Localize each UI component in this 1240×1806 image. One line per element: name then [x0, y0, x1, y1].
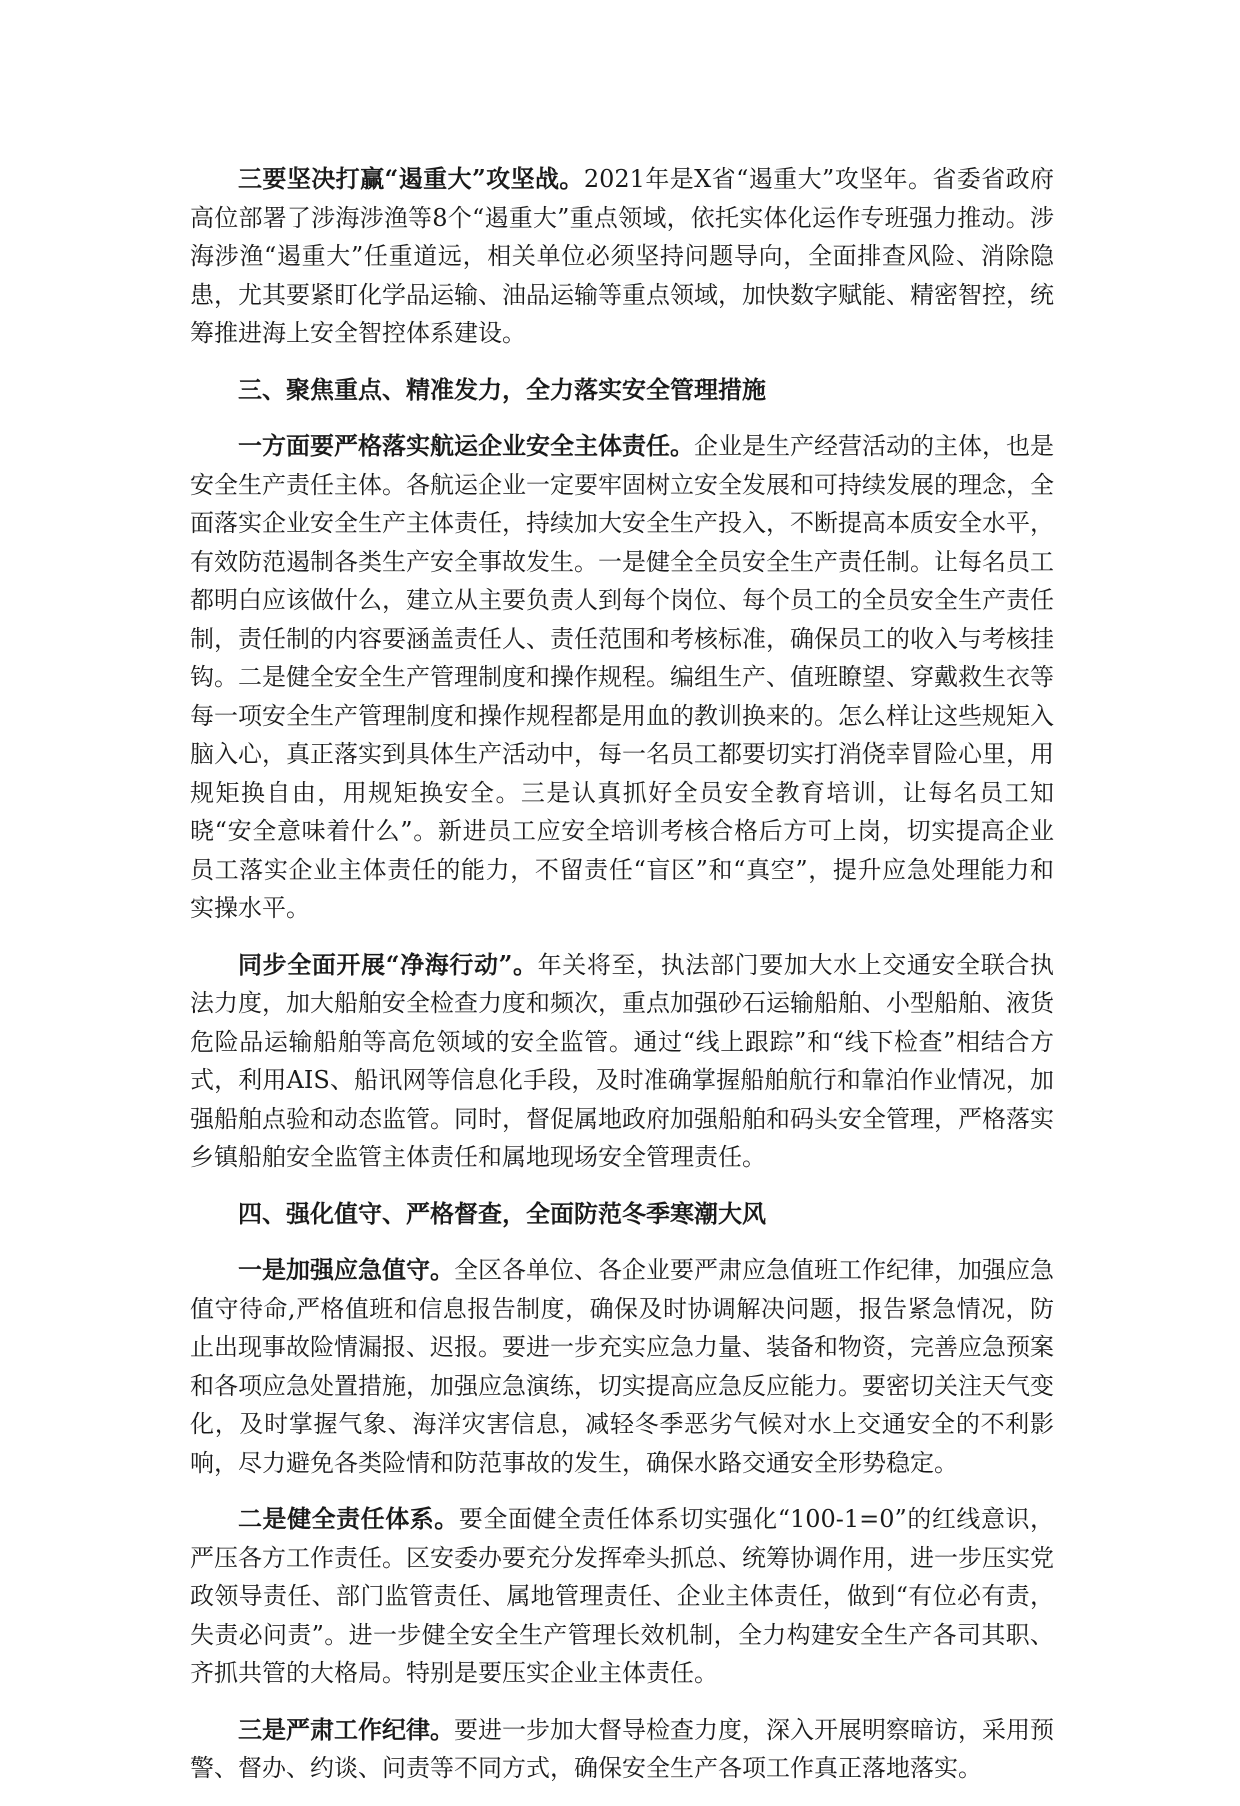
paragraph-2-lead: 一方面要严格落实航运企业安全主体责任。	[238, 431, 694, 460]
paragraph-4-text: 全区各单位、各企业要严肃应急值班工作纪律，加强应急值守待命,严格值班和信息报告制度，确保及时协调解决问题，报告紧急情况，防止出现事故险情漏报、迟报。要进一步充实应急力量、装备和物资，完善应急预案和各项应急处置措施，加强应急演练，切实提高应急反应能力。要密切关注天气变化，及时掌握气象、海洋灾害信息，减轻冬季恶劣气候对水上交通安全的不利影响，尽力避免各类险情和防范事故的发生，确保水路交通安全形势稳定。	[190, 1256, 1054, 1477]
paragraph-4	[190, 1251, 1054, 1482]
document-page	[190, 160, 1054, 1806]
paragraph-1-lead: 三要坚决打赢“遏重大”攻坚战。	[238, 164, 584, 193]
section-heading-4: 四、强化值守、严格督查，全面防范冬季寒潮大风	[238, 1198, 766, 1228]
paragraph-3-text: 年关将至，执法部门要加大水上交通安全联合执法力度，加大船舶安全检查力度和频次，重点加强砂石运输船舶、小型船舶、液货危险品运输船舶等高危领域的安全监管。通过“线上跟踪”和“线下检查”相结合方式，利用AIS、船讯网等信息化手段，及时准确掌握船舶航行和靠泊作业情况，加强船舶点验和动态监管。同时，督促属地政府加强船舶和码头安全管理，严格落实乡镇船舶安全监管主体责任和属地现场安全管理责任。	[190, 950, 1055, 1171]
paragraph-6-text: 要进一步加大督导检查力度，深入开展明察暗访，采用预警、督办、约谈、问责等不同方式，确保安全生产各项工作真正落地落实。	[190, 1715, 1054, 1782]
paragraph-3-lead: 同步全面开展“净海行动”。	[238, 949, 538, 979]
paragraph-6-lead: 三是严肃工作纪律。	[238, 1714, 454, 1744]
paragraph-2-text: 企业是生产经营活动的主体，也是安全生产责任主体。各航运企业一定要牢固树立安全发展和可持续发展的理念，全面落实企业安全生产主体责任，持续加大安全生产投入，不断提高本质安全水平，有效防范遏制各类生产安全事故发生。一是健全全员安全生产责任制。让每名员工都明白应该做什么，建立从主要负责人到每个岗位、每个员工的全员安全生产责任制，责任制的内容要涵盖责任人、责任范围和考核标准，确保员工的收入与考核挂钩。二是健全安全生产管理制度和操作规程。编组生产、值班瞭望、穿戴救生衣等每一项安全生产管理制度和操作规程都是用血的教训换来的。怎么样让这些规矩入脑入心，真正落实到具体生产活动中，每一名员工都要切实打消侥幸冒险心里，用规矩换自由，用规矩换安全。三是认真抓好全员安全教育培训，让每名员工知晓“安全意味着什么”。新进员工应安全培训考核合格后方可上岗，切实提高企业员工落实企业主体责任的能力，不留责任“盲区”和“真空”，提升应急处理能力和实操水平。	[190, 432, 1054, 922]
paragraph-2	[190, 427, 1054, 928]
section-heading-3: 三、聚焦重点、精准发力，全力落实安全管理措施	[238, 374, 766, 404]
paragraph-4-lead: 一是加强应急值守。	[238, 1255, 454, 1284]
paragraph-5-lead: 二是健全责任体系。	[238, 1504, 459, 1533]
paragraph-5-text: 要全面健全责任体系切实强化“100-1=0”的红线意识，严压各方工作责任。区安委办要充分发挥牵头抓总、统筹协调作用，进一步压实党政领导责任、部门监管责任、属地管理责任、企业主体责任，做到“有位必有责，失责必问责”。进一步健全安全生产管理长效机制，全力构建安全生产各司其职、齐抓共管的大格局。特别是要压实企业主体责任。	[190, 1505, 1055, 1687]
paragraph-6	[190, 1711, 1054, 1788]
paragraph-5	[190, 1500, 1054, 1693]
paragraph-3	[190, 946, 1054, 1177]
paragraph-1-text: 2021年是X省“遏重大”攻坚年。省委省政府高位部署了涉海涉渔等8个“遏重大”重点领域，依托实体化运作专班强力推动。涉海涉渔“遏重大”任重道远，相关单位必须坚持问题导向，全面排查风险、消除隐患，尤其要紧盯化学品运输、油品运输等重点领域，加快数字赋能、精密智控，统筹推进海上安全智控体系建设。	[190, 165, 1055, 347]
paragraph-1	[190, 160, 1054, 353]
